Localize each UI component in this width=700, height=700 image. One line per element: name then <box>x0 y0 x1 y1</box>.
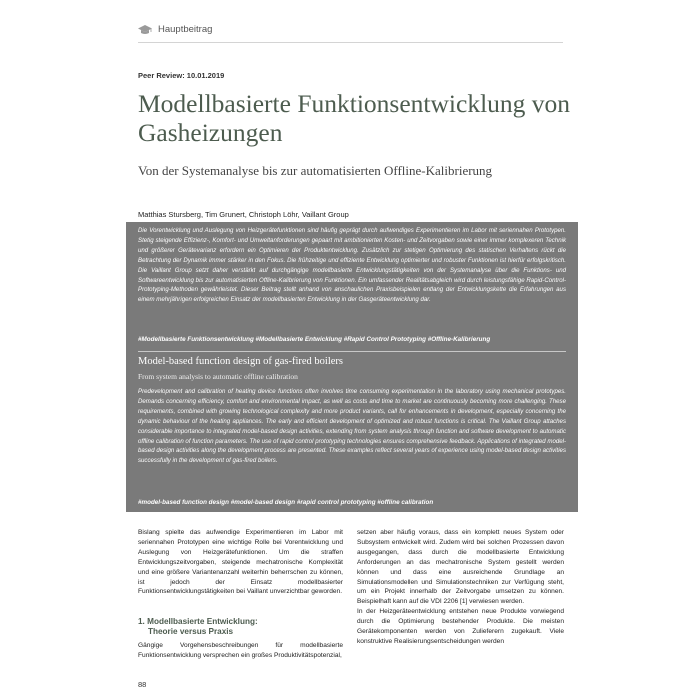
keywords-german: #Modellbasierte Funktionsentwicklung #Modellbasierte Entwicklung #Rapid Control Prototyping #Offline-Kalibrierung <box>138 336 491 343</box>
abstract-box <box>126 222 578 512</box>
abstract-english: Predevelopment and calibration of heating device functions often involves time consuming experimentation in the laboratory using mechanical prototypes. Demands concerning efficiency, comfort and environmental impact, as well as costs and time to market are continuously becoming more challenging. These requirements, combined with growing technological complexity and more product variants, call for enhancements in development, especially concerning the dynamic behaviour of the heating appliances. The early and efficient development of optimized and robust functions is critical. The Vaillant Group attaches considerable importance to integrated model-based design activities, extending from system analysis through function and software development to automatic offline calibration of function parameters. The use of rapid control prototyping technologies ensures comprehensive feedback. Applications of integrated model-based design activities along the development process are presented. These examples reflect several years of experience using model-based design activities successfully in the development of gas-fired boilers. <box>138 388 566 465</box>
section-number: 1. <box>138 617 145 626</box>
column2-paragraph-2: In der Heizgeräteentwicklung entstehen neue Produkte vorwiegend durch die Optimierung bestehender Produkte. Die meisten Gerätekomponenten werden von Zulieferern zugekauft. Viele konstruktive Realisierungsentscheidungen werden <box>357 608 564 645</box>
abstract-german: Die Vorentwicklung und Auslegung von Heizgerätefunktionen sind häufig geprägt durch aufwendiges Experimentieren im Labor mit seriennahen Prototypen. Stetig steigende Effizienz-, Komfort- und Umweltanforderungen gepaart mit ambitionierten Kosten- und Zeitvorgaben sowie einer immer komplexeren Technik und größerer Gerätevarianz erfordern ein Optimieren der Produktentwicklung. Zusätzlich zur stetigen Optimierung des statischen Verhaltens rückt die Betrachtung der Dynamik immer stärker in den Fokus. Die frühzeitige und effiziente Entwicklung optimierter und robuster Funktionen ist hierfür erfolgskritisch. Die Vaillant Group setzt daher verstärkt auf durchgängige modellbasierte Entwicklungstätigkeiten von der Systemanalyse über die Funktions- und Softwareentwicklung bis zur automatisierten Offline-Kalibrierung von Funktionen. Ein umfassender Realitätsabgleich wird durch leistungsfähige Rapid-Control-Prototyping-Methoden gewährleistet. Dieser Beitrag stellt anhand von anschaulichen Praxisbeispielen entlang der Entwicklungskette die Erfahrungen aus einem mehrjährigen erfolgreichen Einsatz der modellbasierten Entwicklung in der Gasgeräteentwicklung dar. <box>138 227 566 304</box>
page-header <box>138 24 212 35</box>
english-subtitle: From system analysis to automatic offline calibration <box>138 372 298 381</box>
column2-paragraph-1: setzen aber häufig voraus, dass ein komplett neues System oder Subsystem entwickelt wird. Zudem wird bei solchen Prozessen davon ausgegangen, dass durch die modellbasierte Entwicklung Anforderungen an das mechatronische System gestellt werden können und dass eine ausreichende Grundlage an Simulationsmodellen und Simulationstechniken zur Verfügung steht, um ein Projekt innerhalb der Zeitvorgabe umsetzen zu können. Beispielhaft kann auf die VDI 2206 [1] verwiesen werden. <box>357 529 564 606</box>
body-column-1-intro <box>138 528 343 597</box>
keywords-english: #model-based function design #model-based design #rapid control prototyping #offline calibration <box>138 499 434 506</box>
section-paragraph: Gängige Vorgehensbeschreibungen für modellbasierte Funktionsentwicklung versprechen ein großes Produktivitätspotenzial, <box>138 642 343 659</box>
peer-review-date: Peer Review: 10.01.2019 <box>138 71 225 80</box>
article-authors: Matthias Stursberg, Tim Grunert, Christoph Löhr, Vaillant Group <box>138 210 349 219</box>
graduation-cap-icon <box>138 25 152 35</box>
english-title: Model-based function design of gas-fired boilers <box>138 356 343 367</box>
section-heading <box>138 617 258 637</box>
article-subtitle: Von der Systemanalyse bis zur automatisierten Offline-Kalibrierung <box>138 163 493 178</box>
intro-paragraph: Bislang spielte das aufwendige Experimentieren im Labor mit seriennahen Prototypen eine wichtige Rolle bei Vorentwicklung und Auslegung von Heizgerätefunktionen. Um die straffen Entwicklungszeitvorgaben, steigende mechatronische Komplexität und eine größere Variantenanzahl weiterhin beherrschen zu können, ist jedoch der Einsatz modellbasierter Funktionsentwicklungstätigkeiten bei Vaillant unverzichtbar geworden. <box>138 529 343 596</box>
header-divider <box>138 42 563 43</box>
abstract-divider <box>138 351 566 352</box>
body-column-2 <box>357 528 564 647</box>
section-rubric: Hauptbeitrag <box>158 24 213 35</box>
page-number: 88 <box>138 680 147 689</box>
section-title-line1: Modellbasierte Entwicklung: <box>147 617 258 626</box>
article-title: Modellbasierte Funktionsentwicklung von Gasheizungen <box>138 89 571 147</box>
section-title-line2: Theorie versus Praxis <box>148 627 234 636</box>
body-column-1-section <box>138 641 343 661</box>
